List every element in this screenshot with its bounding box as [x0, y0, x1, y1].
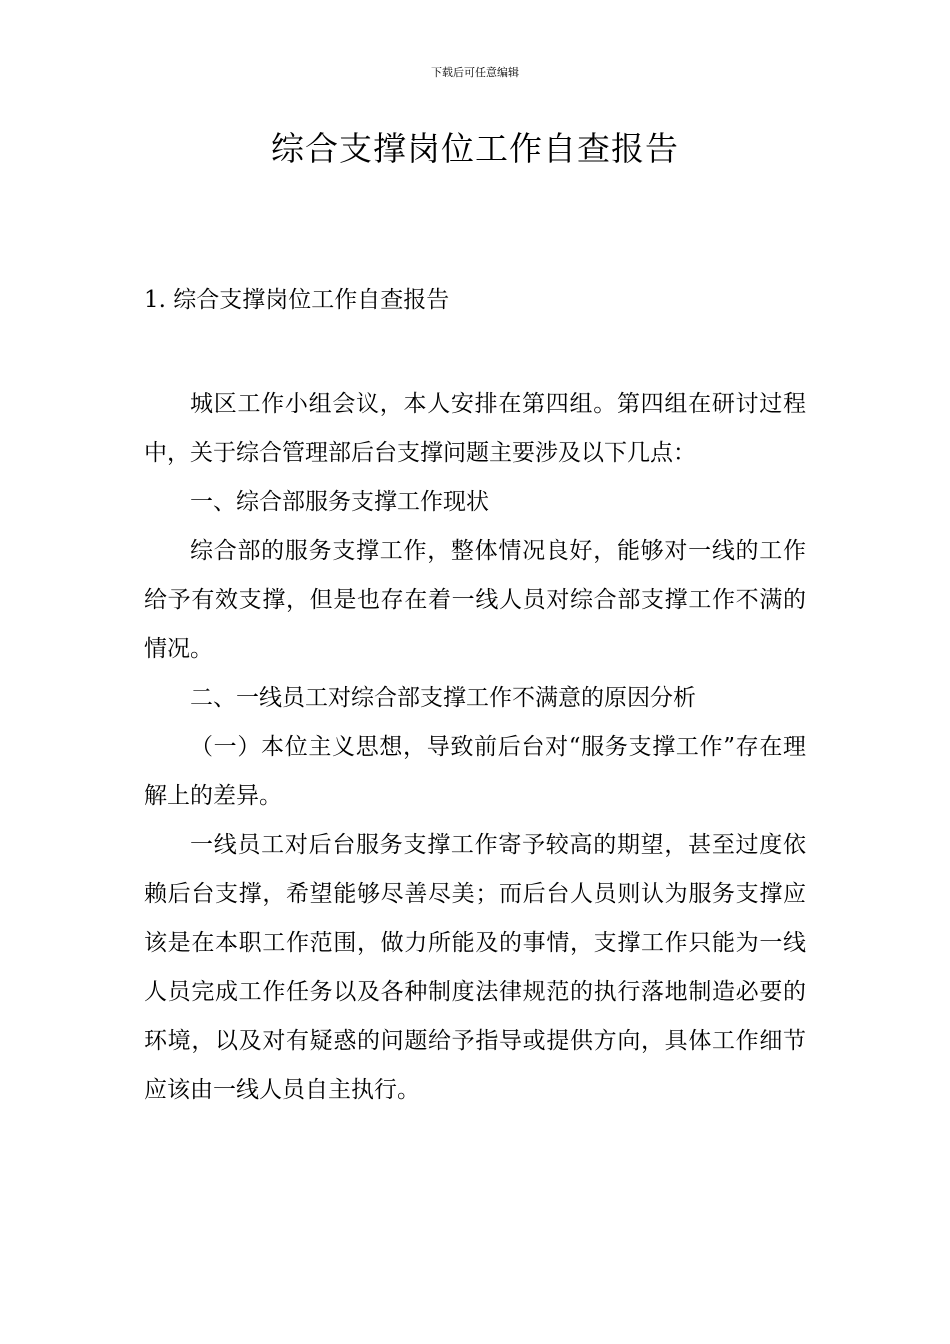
section-heading: 1. 综合支撑岗位工作自查报告 — [144, 287, 450, 313]
document-title: 综合支撑岗位工作自查报告 — [271, 129, 679, 168]
paragraph-status: 综合部的服务支撑工作，整体情况良好，能够对一线的工作给予有效支撑，但是也存在着一线人员对综合部支撑工作不满的情况。 — [144, 538, 806, 662]
paragraph-cause-one: 一线员工对后台服务支撑工作寄予较高的期望，甚至过度依赖后台支撑，希望能够尽善尽美；而后台人员则认为服务支撑应该是在本职工作范围，做力所能及的事情，支撑工作只能为一线人员完成工作任务以及各种制度法律规范的执行落地制造必要的环境，以及对有疑惑的问题给予指导或提供方向，具体工作细节应该由一线人员自主执行。 — [144, 832, 806, 1103]
subheading-cause-one: （一）本位主义思想，导致前后台对“服务支撑工作”存在理解上的差异。 — [144, 734, 806, 809]
paragraph-intro: 城区工作小组会议，本人安排在第四组。第四组在研讨过程中，关于综合管理部后台支撑问题主要涉及以下几点： — [144, 391, 806, 466]
heading-causes: 二、一线员工对综合部支撑工作不满意的原因分析 — [190, 685, 696, 711]
heading-status: 一、综合部服务支撑工作现状 — [190, 489, 489, 515]
document-body — [144, 380, 806, 1115]
header-note: 下载后可任意编辑 — [431, 66, 519, 79]
